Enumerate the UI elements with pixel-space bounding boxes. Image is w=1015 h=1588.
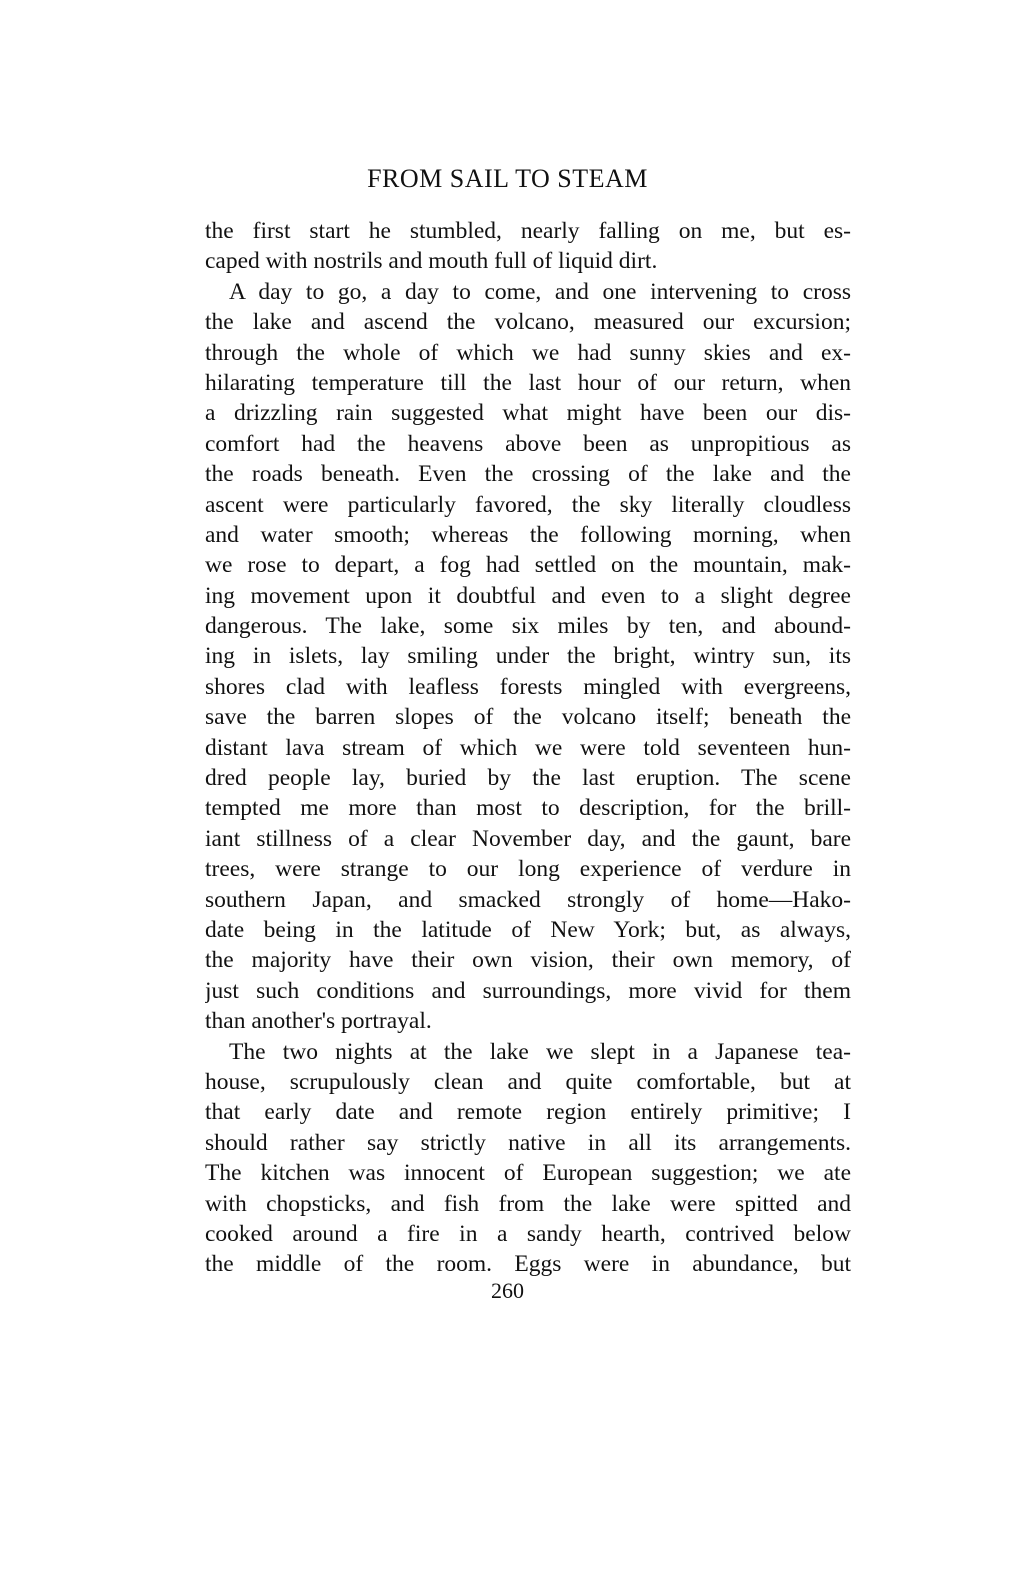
text-line: tempted me more than most to description, for the brill- [205, 795, 851, 822]
text-line: dred people lay, buried by the last eruption. The scene [205, 765, 851, 792]
text-line: the lake and ascend the volcano, measured our excursion; [205, 309, 851, 336]
text-line: the roads beneath. Even the crossing of the lake and the [205, 461, 851, 488]
text-line: than another's portrayal. [205, 1008, 432, 1035]
text-line: through the whole of which we had sunny skies and ex- [205, 339, 851, 366]
text-line: we rose to depart, a fog had settled on the mountain, mak- [205, 552, 851, 579]
text-line: save the barren slopes of the volcano itself; beneath the [205, 704, 851, 731]
text-line: should rather say strictly native in all its arrangements. [205, 1129, 851, 1156]
text-line: the first start he stumbled, nearly falling on me, but es- [205, 218, 851, 244]
text-line: caped with nostrils and mouth full of liquid dirt. [205, 248, 658, 275]
text-line: just such conditions and surroundings, more vivid for them [205, 977, 851, 1004]
text-line: trees, were strange to our long experience of verdure in [205, 856, 851, 883]
body-text [205, 216, 851, 1280]
text-line: hilarating temperature till the last hour of our return, when [205, 369, 851, 396]
text-line: The kitchen was innocent of European suggestion; we ate [205, 1160, 851, 1187]
text-line: that early date and remote region entirely primitive; I [205, 1099, 851, 1126]
text-line: A day to go, a day to come, and one intervening to cross [229, 278, 851, 305]
text-line: ing movement upon it doubtful and even to a slight degree [205, 582, 851, 609]
text-line: and water smooth; whereas the following morning, when [205, 521, 851, 548]
text-line: the middle of the room. Eggs were in abundance, but [205, 1251, 851, 1278]
text-line: dangerous. The lake, some six miles by ten, and abound- [205, 613, 851, 640]
page-number: 260 [491, 1278, 524, 1303]
text-line: a drizzling rain suggested what might have been our dis- [205, 400, 851, 427]
text-line: The two nights at the lake we slept in a Japanese tea- [229, 1038, 851, 1065]
text-line: house, scrupulously clean and quite comfortable, but at [205, 1068, 851, 1095]
text-line: distant lava stream of which we were told seventeen hun- [205, 734, 851, 761]
text-line: southern Japan, and smacked strongly of home—Hako- [205, 886, 851, 913]
running-head: FROM SAIL TO STEAM [367, 164, 648, 193]
text-line: date being in the latitude of New York; but, as always, [205, 916, 851, 943]
text-line: shores clad with leafless forests mingled with evergreens, [205, 673, 851, 700]
text-line: cooked around a fire in a sandy hearth, contrived below [205, 1220, 851, 1247]
text-line: comfort had the heavens above been as unpropitious as [205, 430, 851, 457]
text-line: iant stillness of a clear November day, and the gaunt, bare [205, 825, 851, 852]
text-line: with chopsticks, and fish from the lake were spitted and [205, 1190, 851, 1217]
text-line: the majority have their own vision, their own memory, of [205, 947, 851, 974]
text-line: ing in islets, lay smiling under the bright, wintry sun, its [205, 643, 851, 670]
text-line: ascent were particularly favored, the sky literally cloudless [205, 491, 851, 518]
